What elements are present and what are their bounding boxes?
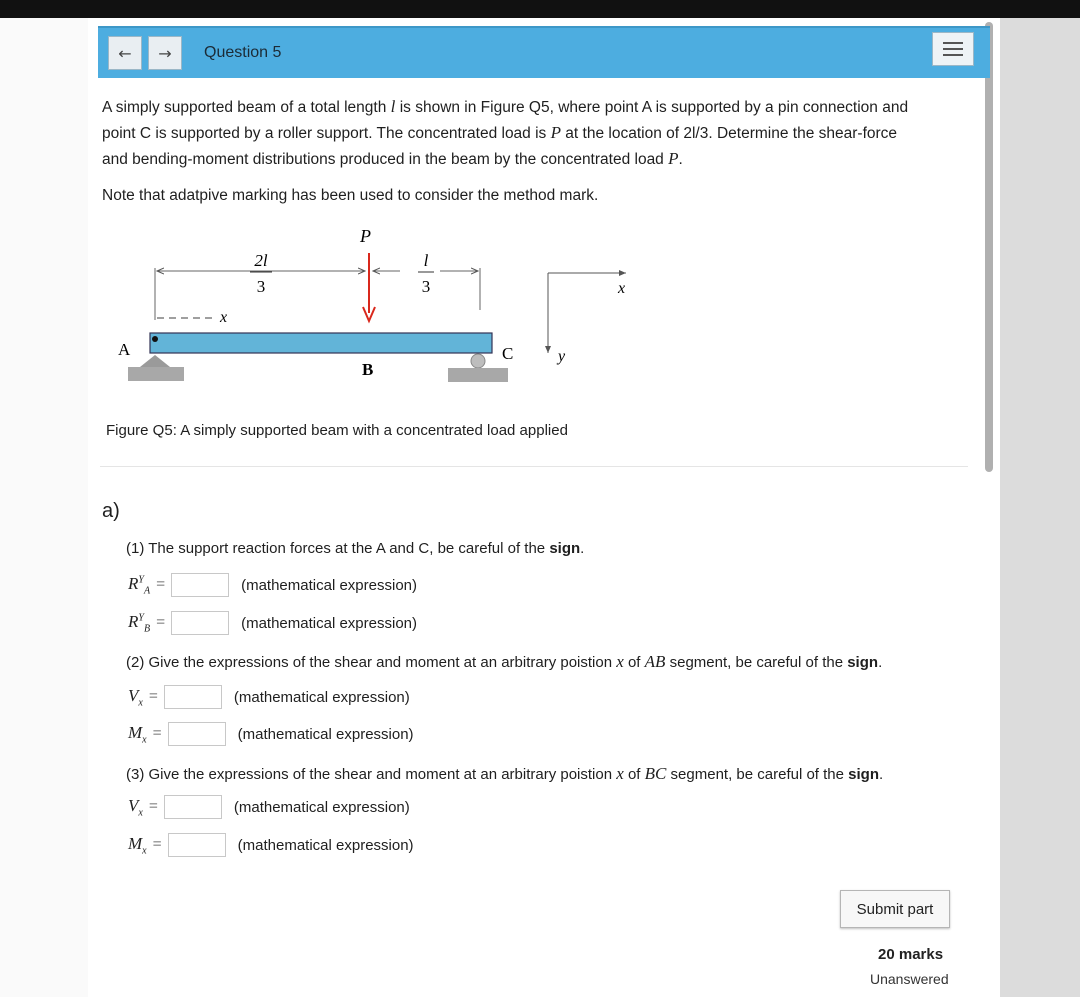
mx-symbol [128,834,147,856]
point-a-label: A [118,340,131,359]
problem-line-3 [102,146,683,173]
hint-text: (mathematical expression) [237,725,414,743]
sym: M [128,722,143,742]
var-l: l [390,97,396,116]
text: . [678,151,683,168]
sub: x [138,807,143,819]
ra-symbol [128,574,150,596]
marks-label: 20 marks [878,946,944,963]
question-3 [126,764,883,784]
figure-caption: Figure Q5: A simply supported beam with a concentrated load applied [106,422,568,439]
equals: = [148,798,158,815]
text: (2) Give the expressions of the shear and moment at an arbitrary poistion [126,654,617,671]
pin-ground [128,367,184,381]
question-1 [126,540,584,557]
submit-part-button[interactable]: Submit part [840,890,950,928]
var-P: P [550,123,561,142]
vx-symbol [128,686,143,708]
problem-line-1 [102,94,908,121]
vx-symbol [128,796,143,818]
span1-num: 2l [254,251,268,270]
beam [150,333,492,353]
sup: Y [138,574,144,586]
left-margin [0,18,88,997]
right-margin [1000,18,1080,997]
rb-symbol [128,612,150,634]
text: segment, be careful of the [665,654,848,671]
answer-row-rb [128,609,417,637]
hint-text: (mathematical expression) [241,576,417,594]
sym: R [128,611,139,631]
text: . [879,766,884,783]
beam-figure [110,215,670,415]
sub: x [142,734,147,746]
segment-bc: BC [644,764,667,783]
ra-input[interactable] [171,573,229,597]
forward-button[interactable] [148,36,182,70]
load-location: 2l/3 [683,125,709,142]
equals: = [156,614,166,631]
mx-bc-input[interactable] [168,833,226,857]
menu-button[interactable] [932,32,974,66]
answer-row-vx-ab [128,683,410,711]
sup: Y [138,612,144,624]
axis-y-label: y [558,348,566,365]
hint-text: (mathematical expression) [233,798,410,816]
question-title: Question 5 [204,44,282,61]
text: segment, be careful of the [666,766,849,783]
sym: V [128,795,139,815]
roller-ground [448,368,508,382]
menu-line [943,48,963,50]
sym: R [128,573,139,593]
question-header [98,26,990,78]
part-label: a) [102,500,120,522]
vx-ab-input[interactable] [164,685,222,709]
hamburger-menu-icon [943,42,963,44]
span2-num: l [423,251,429,270]
text: . [580,540,585,557]
sub: x [138,697,143,709]
text: (3) Give the expressions of the shear and moment at an arbitrary poistion [126,766,617,783]
text: . Determine the shear-force [708,125,898,142]
pin-point [152,336,158,342]
equals: = [152,725,162,742]
roller [471,354,485,368]
question-2 [126,652,882,672]
text: of [623,654,645,671]
arrow-right-icon: → [158,43,172,63]
text: is shown in Figure Q5, where point A is supported by a pin connection and [395,99,909,116]
bold-sign: sign [847,654,879,671]
vx-bc-input[interactable] [164,795,222,819]
x-dim-label: x [220,309,228,326]
sub: x [142,845,147,857]
bold-sign: sign [549,540,581,557]
pin-support [140,355,170,367]
hint-text: (mathematical expression) [233,688,410,706]
load-label: P [360,226,371,246]
rb-input[interactable] [171,611,229,635]
var-x: x [616,652,624,671]
equals: = [156,576,166,593]
mx-ab-input[interactable] [168,722,226,746]
text: . [878,654,883,671]
point-c-label: C [502,344,514,363]
axis-x-label: x [618,280,626,297]
answer-row-ra [128,571,417,599]
answer-row-vx-bc [128,793,410,821]
text: point C is supported by a roller support. The concentrated load is [102,125,551,142]
text: of [623,766,645,783]
text: A simply supported beam of a total length [102,99,391,116]
answer-row-mx-bc [128,831,414,859]
scrollbar[interactable] [985,22,993,472]
text: and bending-moment distributions produced in the beam by the concentrated load [102,151,669,168]
text: (1) The support reaction forces at the A and C, be careful of the [126,540,550,557]
equals: = [152,836,162,853]
answer-status: Unanswered [870,971,949,987]
sym: V [128,685,139,705]
segment-ab: AB [644,652,666,671]
mx-symbol [128,723,147,745]
var-x: x [616,764,624,783]
point-b-label: B [362,360,374,379]
arrow-left-icon: ← [118,43,132,63]
hint-text: (mathematical expression) [241,614,417,632]
problem-line-2 [102,120,897,147]
text: at the location of [561,125,684,142]
sub: B [143,623,151,635]
sym: M [128,833,143,853]
hint-text: (mathematical expression) [237,836,414,854]
var-P: P [668,149,679,168]
divider [100,466,968,467]
span2-den: 3 [421,277,431,296]
bold-sign: sign [848,766,880,783]
answer-row-mx-ab [128,720,414,748]
menu-line [943,54,963,56]
top-bar [0,0,1080,18]
note-text: Note that adatpive marking has been used to consider the method mark. [102,187,599,204]
back-button[interactable] [108,36,142,70]
equals: = [148,688,158,705]
span1-den: 3 [256,277,266,296]
sub: A [143,585,151,597]
